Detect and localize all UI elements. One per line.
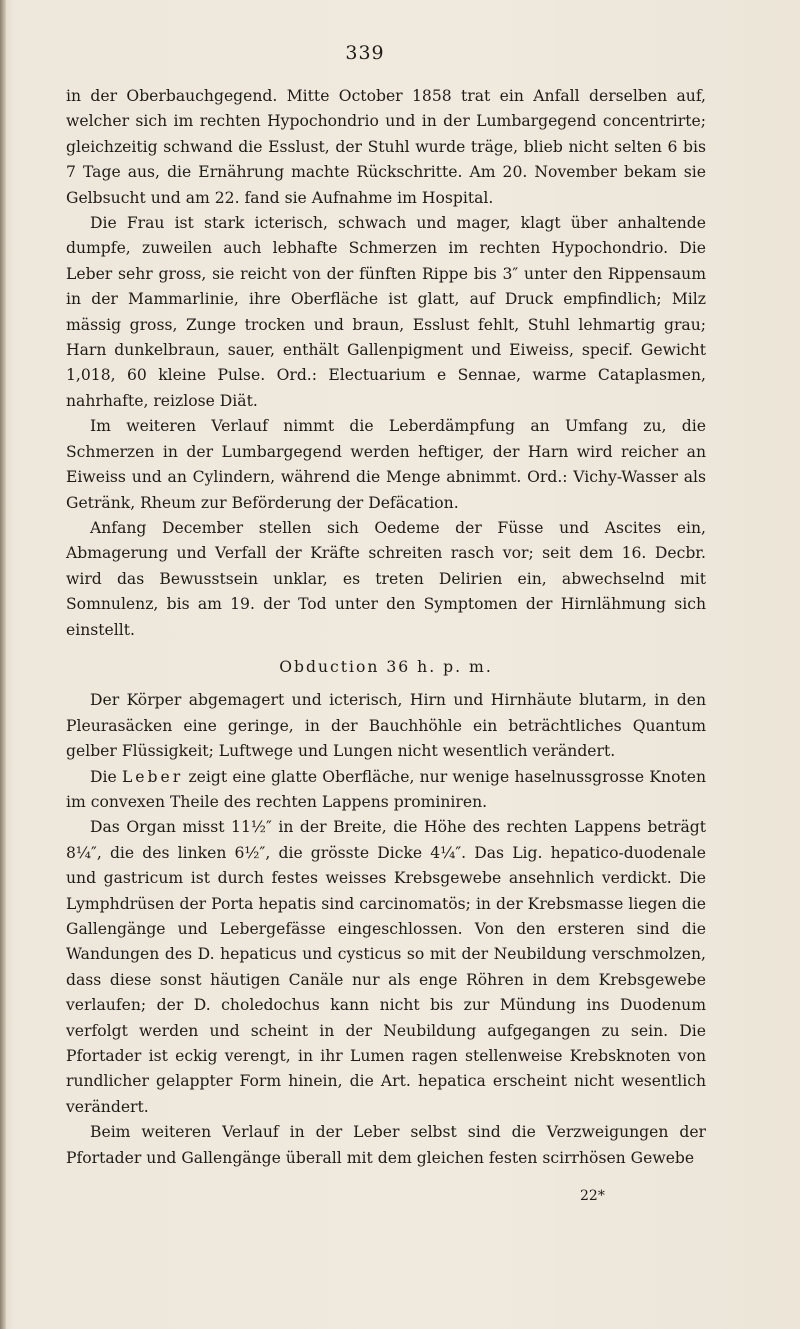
- signature-mark: 22*: [580, 1188, 605, 1204]
- paragraph-8: Beim weiteren Verlauf in der Leber selbst sind die Verzweigungen der Pfortader und Gallengänge überall mit dem gleichen festen scirrhösen Gewebe: [66, 1123, 706, 1167]
- body-text: [66, 84, 706, 1171]
- paragraph-6-spaced-word: Leber: [121, 767, 184, 786]
- paragraph-6-lead: Die: [90, 767, 117, 786]
- paragraph-4: Anfang December stellen sich Oedeme der Füsse und Ascites ein, Abmagerung und Verfall der Kräfte schreiten rasch vor; seit dem 16. Decbr. wird das Bewusstsein unklar, es treten Delirien ein, abwechselnd mit Somnulenz, bis am 19. der Tod unter den Symptomen der Hirnlähmung sich einstellt.: [66, 518, 706, 639]
- paragraph-1: in der Oberbauchgegend. Mitte October 1858 trat ein Anfall derselben auf, welcher sich im rechten Hypochondrio und in der Lumbargegend concentrirte; gleichzeitig schwand die Esslust, der Stuhl wurde träge, blieb nicht selten 6 bis 7 Tage aus, die Ernährung machte Rückschritte. Am 20. November bekam sie Gelbsucht und am 22. fand sie Aufnahme im Hospital.: [66, 87, 706, 207]
- paragraph-5: Der Körper abgemagert und icterisch, Hirn und Hirnhäute blutarm, in den Pleurasäcken eine geringe, in der Bauchhöhle ein beträchtliches Quantum gelber Flüssigkeit; Luftwege und Lungen nicht wesentlich verändert.: [66, 691, 706, 761]
- section-heading: Obduction 36 h. p. m.: [279, 657, 493, 676]
- paragraph-2: Die Frau ist stark icterisch, schwach und mager, klagt über anhaltende dumpfe, zuweilen auch lebhafte Schmerzen im rechten Hypochondrio. Die Leber sehr gross, sie reicht von der fünften Rippe bis 3″ unter den Rippensaum in der Mammarlinie, ihre Oberfläche ist glatt, auf Druck empfindlich; Milz mässig gross, Zunge trocken und braun, Esslust fehlt, Stuhl lehmartig grau; Harn dunkelbraun, sauer, enthält Gallenpigment und Eiweiss, specif. Gewicht 1,018, 60 kleine Pulse. Ord.: Electuarium e Sennae, warme Cataplasmen, nahrhafte, reizlose Diät.: [66, 214, 706, 410]
- page-number: 339: [345, 42, 385, 64]
- paragraph-3: Im weiteren Verlauf nimmt die Leberdämpfung an Umfang zu, die Schmerzen in der Lumbargegend werden heftiger, der Harn wird reicher an Eiweiss und an Cylindern, während die Menge abnimmt. Ord.: Vichy-Wasser als Getränk, Rheum zur Beförderung der Defäcation.: [66, 417, 706, 512]
- paragraph-6-rest: zeigt eine glatte Oberfläche, nur wenige haselnussgrosse Knoten im convexen Theile des rechten Lappens prominiren.: [66, 767, 706, 811]
- paragraph-7: Das Organ misst 11½″ in der Breite, die Höhe des rechten Lappens beträgt 8¼″, die des linken 6½″, die grösste Dicke 4¼″. Das Lig. hepatico-duodenale und gastricum ist durch festes weisses Krebsgewebe ansehnlich verdickt. Die Lymphdrüsen der Porta hepatis sind carcinomatös; in der Krebsmasse liegen die Gallengänge und Lebergefässe eingeschlossen. Von den ersteren sind die Wandungen des D. hepaticus und cysticus so mit der Neubildung verschmolzen, dass diese sonst häutigen Canäle nur als enge Röhren in dem Krebsgewebe verlaufen; der D. choledochus kann nicht bis zur Mündung ins Duodenum verfolgt werden und scheint in der Neubildung aufgegangen zu sein. Die Pfortader ist eckig verengt, in ihr Lumen ragen stellenweise Krebsknoten von rundlicher gelappter Form hinein, die Art. hepatica erscheint nicht wesentlich verändert.: [66, 818, 706, 1116]
- paragraph-6: [66, 765, 706, 816]
